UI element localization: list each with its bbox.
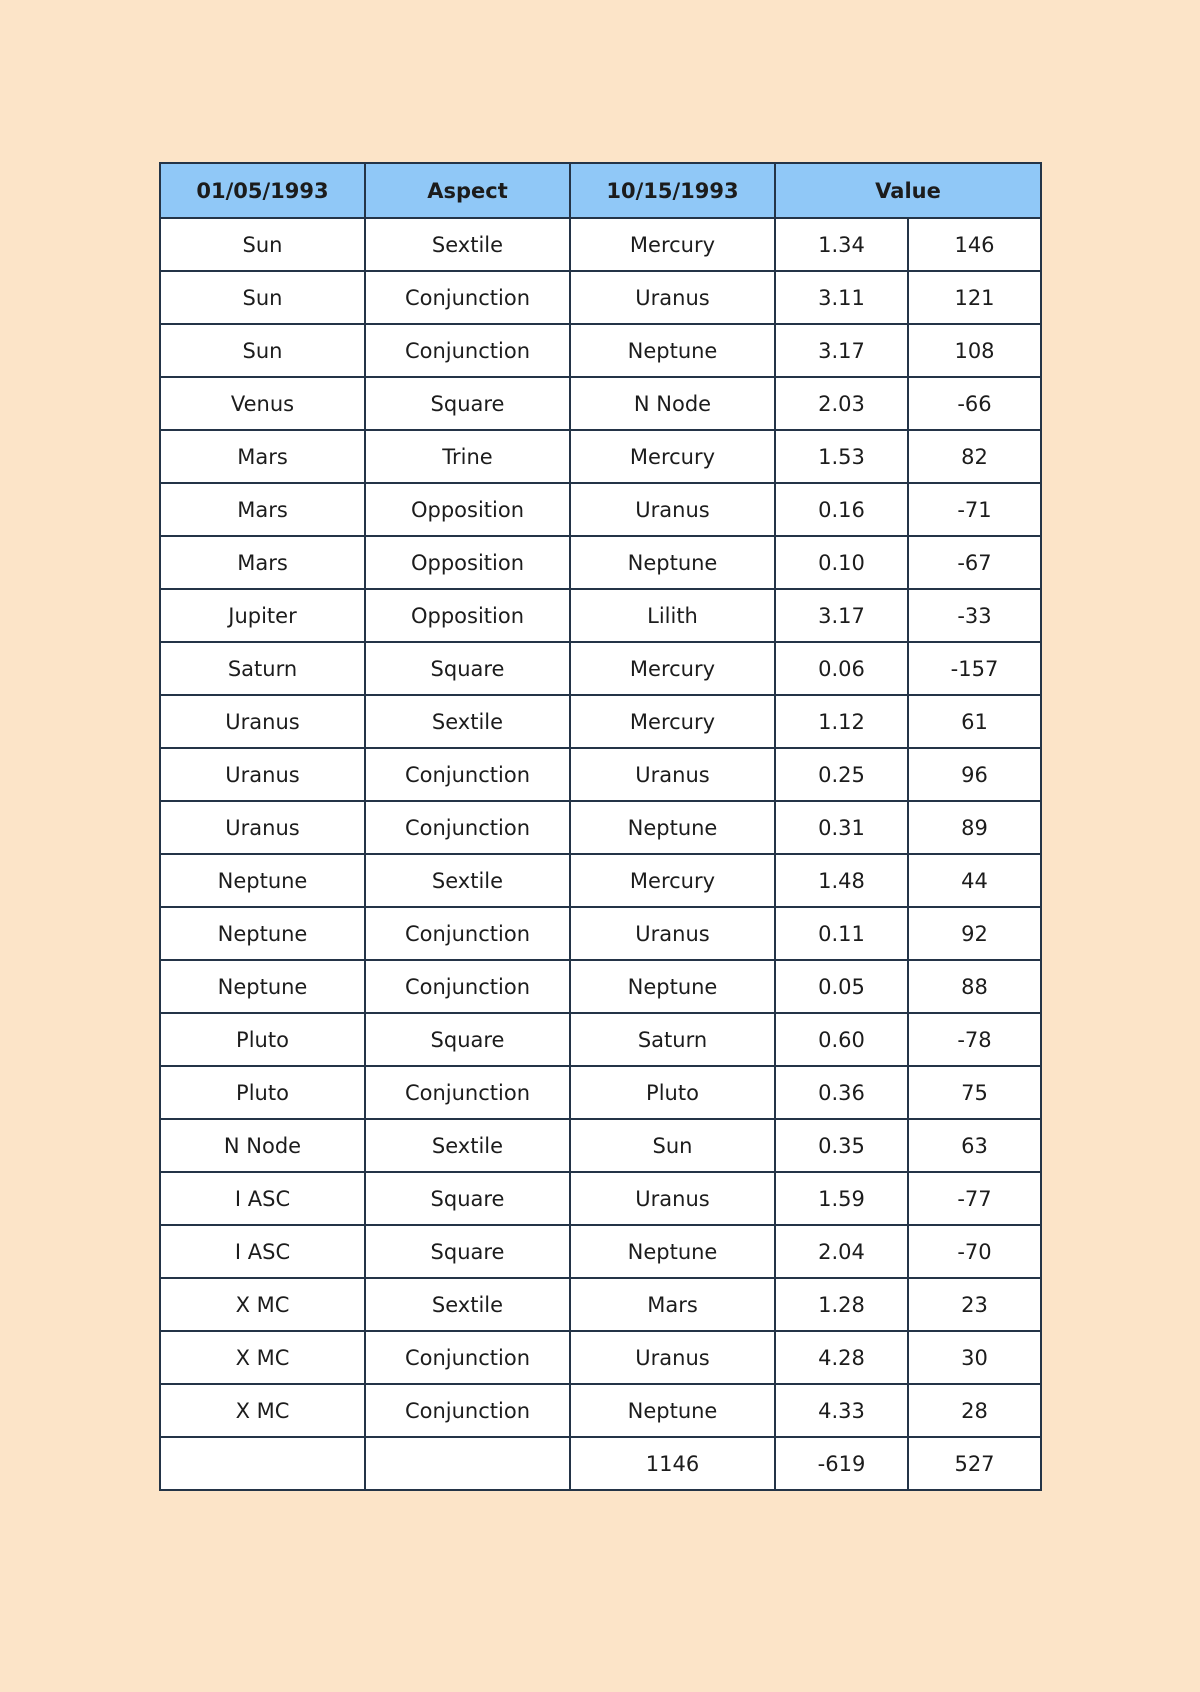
aspect-cell: Conjunction xyxy=(365,1384,570,1437)
table-row xyxy=(160,748,1041,801)
score-cell: 61 xyxy=(908,695,1041,748)
table-row xyxy=(160,430,1041,483)
orb-cell: 0.11 xyxy=(775,907,908,960)
planet-1-cell: Pluto xyxy=(160,1013,365,1066)
aspect-cell: Sextile xyxy=(365,1119,570,1172)
aspect-cell: Conjunction xyxy=(365,801,570,854)
orb-cell: 0.60 xyxy=(775,1013,908,1066)
totals-cell-4: -619 xyxy=(775,1437,908,1490)
score-cell: 146 xyxy=(908,218,1041,271)
planet-1-cell: X MC xyxy=(160,1278,365,1331)
aspect-cell: Square xyxy=(365,1172,570,1225)
aspect-cell: Conjunction xyxy=(365,271,570,324)
aspect-cell: Square xyxy=(365,1013,570,1066)
planet-2-cell: Mercury xyxy=(570,430,775,483)
score-cell: -66 xyxy=(908,377,1041,430)
aspect-cell: Sextile xyxy=(365,218,570,271)
totals-cell-1 xyxy=(160,1437,365,1490)
orb-cell: 1.12 xyxy=(775,695,908,748)
table-row xyxy=(160,1119,1041,1172)
planet-2-cell: Uranus xyxy=(570,907,775,960)
header-date-2: 10/15/1993 xyxy=(570,163,775,218)
score-cell: -70 xyxy=(908,1225,1041,1278)
aspect-cell: Conjunction xyxy=(365,960,570,1013)
orb-cell: 1.53 xyxy=(775,430,908,483)
planet-1-cell: I ASC xyxy=(160,1225,365,1278)
score-cell: 63 xyxy=(908,1119,1041,1172)
planet-2-cell: Pluto xyxy=(570,1066,775,1119)
aspect-cell: Opposition xyxy=(365,536,570,589)
score-cell: 28 xyxy=(908,1384,1041,1437)
planet-1-cell: Uranus xyxy=(160,695,365,748)
table-row xyxy=(160,589,1041,642)
score-cell: -78 xyxy=(908,1013,1041,1066)
planet-1-cell: Sun xyxy=(160,218,365,271)
planet-2-cell: Uranus xyxy=(570,748,775,801)
score-cell: 30 xyxy=(908,1331,1041,1384)
table-row xyxy=(160,483,1041,536)
orb-cell: 0.10 xyxy=(775,536,908,589)
table-row xyxy=(160,854,1041,907)
orb-cell: 0.05 xyxy=(775,960,908,1013)
orb-cell: 4.33 xyxy=(775,1384,908,1437)
planet-1-cell: Pluto xyxy=(160,1066,365,1119)
table-row xyxy=(160,1066,1041,1119)
table-row xyxy=(160,960,1041,1013)
planet-1-cell: Venus xyxy=(160,377,365,430)
header-aspect: Aspect xyxy=(365,163,570,218)
planet-1-cell: Mars xyxy=(160,430,365,483)
planet-1-cell: Sun xyxy=(160,271,365,324)
orb-cell: 1.28 xyxy=(775,1278,908,1331)
aspect-cell: Trine xyxy=(365,430,570,483)
aspect-cell: Sextile xyxy=(365,695,570,748)
planet-1-cell: X MC xyxy=(160,1384,365,1437)
orb-cell: 2.03 xyxy=(775,377,908,430)
planet-1-cell: X MC xyxy=(160,1331,365,1384)
aspect-cell: Conjunction xyxy=(365,748,570,801)
score-cell: 82 xyxy=(908,430,1041,483)
table-row xyxy=(160,695,1041,748)
orb-cell: 3.17 xyxy=(775,589,908,642)
planet-1-cell: Saturn xyxy=(160,642,365,695)
planet-2-cell: Neptune xyxy=(570,536,775,589)
table-row xyxy=(160,1225,1041,1278)
score-cell: 23 xyxy=(908,1278,1041,1331)
planet-2-cell: Neptune xyxy=(570,1225,775,1278)
aspect-table xyxy=(159,162,1042,1491)
score-cell: -33 xyxy=(908,589,1041,642)
planet-2-cell: Mars xyxy=(570,1278,775,1331)
table-row xyxy=(160,271,1041,324)
score-cell: 92 xyxy=(908,907,1041,960)
orb-cell: 0.16 xyxy=(775,483,908,536)
score-cell: 75 xyxy=(908,1066,1041,1119)
aspect-cell: Opposition xyxy=(365,589,570,642)
aspect-cell: Opposition xyxy=(365,483,570,536)
planet-1-cell: Uranus xyxy=(160,801,365,854)
orb-cell: 0.35 xyxy=(775,1119,908,1172)
orb-cell: 1.48 xyxy=(775,854,908,907)
planet-2-cell: Saturn xyxy=(570,1013,775,1066)
table-row xyxy=(160,1013,1041,1066)
table-row xyxy=(160,1172,1041,1225)
totals-cell-3: 1146 xyxy=(570,1437,775,1490)
table-body xyxy=(160,218,1041,1437)
aspect-cell: Conjunction xyxy=(365,324,570,377)
planet-1-cell: I ASC xyxy=(160,1172,365,1225)
aspect-cell: Square xyxy=(365,1225,570,1278)
table-footer xyxy=(160,1437,1041,1490)
totals-row xyxy=(160,1437,1041,1490)
planet-1-cell: Mars xyxy=(160,536,365,589)
table-row xyxy=(160,218,1041,271)
table-row xyxy=(160,1384,1041,1437)
orb-cell: 0.31 xyxy=(775,801,908,854)
planet-2-cell: Neptune xyxy=(570,960,775,1013)
table-row xyxy=(160,801,1041,854)
score-cell: 88 xyxy=(908,960,1041,1013)
planet-1-cell: Jupiter xyxy=(160,589,365,642)
header-date-1: 01/05/1993 xyxy=(160,163,365,218)
planet-1-cell: Mars xyxy=(160,483,365,536)
planet-2-cell: Mercury xyxy=(570,642,775,695)
score-cell: 108 xyxy=(908,324,1041,377)
table-row xyxy=(160,377,1041,430)
aspect-cell: Sextile xyxy=(365,854,570,907)
totals-cell-5: 527 xyxy=(908,1437,1041,1490)
orb-cell: 2.04 xyxy=(775,1225,908,1278)
planet-2-cell: Lilith xyxy=(570,589,775,642)
table-row xyxy=(160,642,1041,695)
planet-1-cell: Uranus xyxy=(160,748,365,801)
table-row xyxy=(160,536,1041,589)
planet-1-cell: Neptune xyxy=(160,854,365,907)
planet-1-cell: Sun xyxy=(160,324,365,377)
header-row xyxy=(160,163,1041,218)
planet-2-cell: Neptune xyxy=(570,801,775,854)
orb-cell: 0.36 xyxy=(775,1066,908,1119)
aspect-cell: Conjunction xyxy=(365,907,570,960)
aspect-cell: Conjunction xyxy=(365,1331,570,1384)
planet-1-cell: N Node xyxy=(160,1119,365,1172)
score-cell: -67 xyxy=(908,536,1041,589)
planet-2-cell: Mercury xyxy=(570,854,775,907)
table-row xyxy=(160,324,1041,377)
score-cell: -77 xyxy=(908,1172,1041,1225)
score-cell: 96 xyxy=(908,748,1041,801)
planet-2-cell: Uranus xyxy=(570,1172,775,1225)
table-header xyxy=(160,163,1041,218)
totals-cell-2 xyxy=(365,1437,570,1490)
orb-cell: 3.11 xyxy=(775,271,908,324)
score-cell: -71 xyxy=(908,483,1041,536)
score-cell: 89 xyxy=(908,801,1041,854)
planet-2-cell: Mercury xyxy=(570,695,775,748)
orb-cell: 4.28 xyxy=(775,1331,908,1384)
planet-2-cell: Uranus xyxy=(570,1331,775,1384)
planet-1-cell: Neptune xyxy=(160,907,365,960)
planet-2-cell: Neptune xyxy=(570,1384,775,1437)
orb-cell: 1.59 xyxy=(775,1172,908,1225)
aspect-cell: Square xyxy=(365,642,570,695)
aspect-cell: Conjunction xyxy=(365,1066,570,1119)
score-cell: 121 xyxy=(908,271,1041,324)
orb-cell: 1.34 xyxy=(775,218,908,271)
orb-cell: 3.17 xyxy=(775,324,908,377)
planet-2-cell: Neptune xyxy=(570,324,775,377)
orb-cell: 0.25 xyxy=(775,748,908,801)
planet-1-cell: Neptune xyxy=(160,960,365,1013)
header-value: Value xyxy=(775,163,1041,218)
orb-cell: 0.06 xyxy=(775,642,908,695)
aspect-cell: Sextile xyxy=(365,1278,570,1331)
score-cell: 44 xyxy=(908,854,1041,907)
table-row xyxy=(160,1331,1041,1384)
planet-2-cell: Uranus xyxy=(570,483,775,536)
score-cell: -157 xyxy=(908,642,1041,695)
planet-2-cell: Uranus xyxy=(570,271,775,324)
planet-2-cell: Sun xyxy=(570,1119,775,1172)
planet-2-cell: Mercury xyxy=(570,218,775,271)
planet-2-cell: N Node xyxy=(570,377,775,430)
table-row xyxy=(160,907,1041,960)
aspect-cell: Square xyxy=(365,377,570,430)
table-row xyxy=(160,1278,1041,1331)
